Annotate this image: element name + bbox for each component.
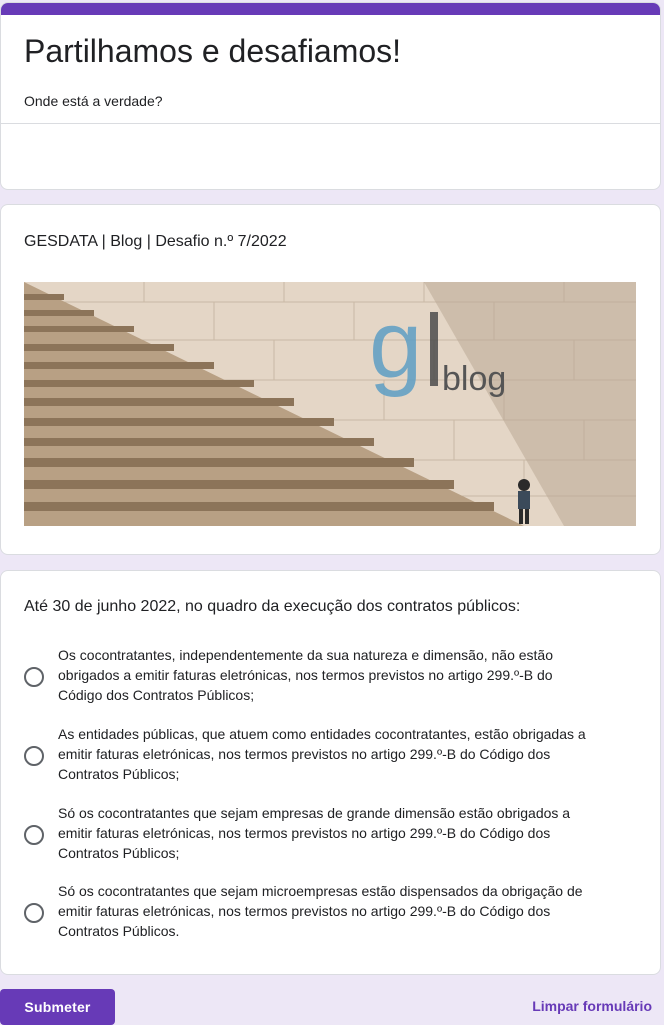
option-text-line: Só os cocontratantes que sejam empresas de grande dimensão estão obrigados a: [58, 805, 571, 821]
question-title: Até 30 de junho 2022, no quadro da execução dos contratos públicos:: [24, 598, 521, 615]
answer-option-1[interactable]: [24, 645, 634, 707]
banner-image: [24, 282, 636, 526]
option-text-line: emitir faturas eletrónicas, nos termos previstos no artigo 299.º-B do Código dos: [58, 903, 551, 919]
image-section-card: [0, 204, 661, 555]
option-text-line: As entidades públicas, que atuem como entidades cocontratantes, estão obrigadas a: [58, 726, 586, 742]
radio-button-icon[interactable]: [24, 903, 44, 923]
answer-option-4[interactable]: [24, 881, 634, 943]
answer-option-3[interactable]: [24, 803, 634, 865]
option-text-line: Só os cocontratantes que sejam microempresas estão dispensados da obrigação de: [58, 883, 583, 899]
option-text-line: Os cocontratantes, independentemente da sua natureza e dimensão, não estão: [58, 647, 554, 663]
radio-button-icon[interactable]: [24, 667, 44, 687]
answer-option-label: [58, 645, 633, 705]
option-text-line: obrigados a emitir faturas eletrónicas, nos termos previstos no artigo 299.º-B do: [58, 667, 553, 683]
option-text-line: Contratos Públicos.: [58, 923, 180, 939]
logo-word: blog: [442, 360, 507, 398]
answer-option-label: [58, 803, 633, 863]
radio-button-icon[interactable]: [24, 746, 44, 766]
clear-form-link[interactable]: Limpar formulário: [532, 998, 652, 1014]
answer-option-label: [58, 881, 633, 941]
header-divider: [1, 123, 660, 124]
form-title: Partilhamos e desafiamos!: [24, 33, 402, 69]
option-text-line: Código dos Contratos Públicos;: [58, 687, 255, 703]
form-accent-bar: [1, 3, 660, 15]
answer-option-2[interactable]: [24, 724, 634, 786]
logo-letter-g: g: [369, 291, 423, 398]
option-text-line: emitir faturas eletrónicas, nos termos previstos no artigo 299.º-B do Código dos: [58, 825, 551, 841]
form-header-card: [0, 2, 661, 190]
option-text-line: emitir faturas eletrónicas, nos termos previstos no artigo 299.º-B do Código dos: [58, 746, 551, 762]
answer-option-label: [58, 724, 633, 784]
option-text-line: Contratos Públicos;: [58, 766, 180, 782]
form-description: Onde está a verdade?: [24, 93, 163, 109]
image-section-title: GESDATA | Blog | Desafio n.º 7/2022: [24, 233, 287, 250]
option-text-line: Contratos Públicos;: [58, 845, 180, 861]
radio-button-icon[interactable]: [24, 825, 44, 845]
question-card: [0, 570, 661, 975]
submit-button[interactable]: Submeter: [0, 989, 115, 1025]
